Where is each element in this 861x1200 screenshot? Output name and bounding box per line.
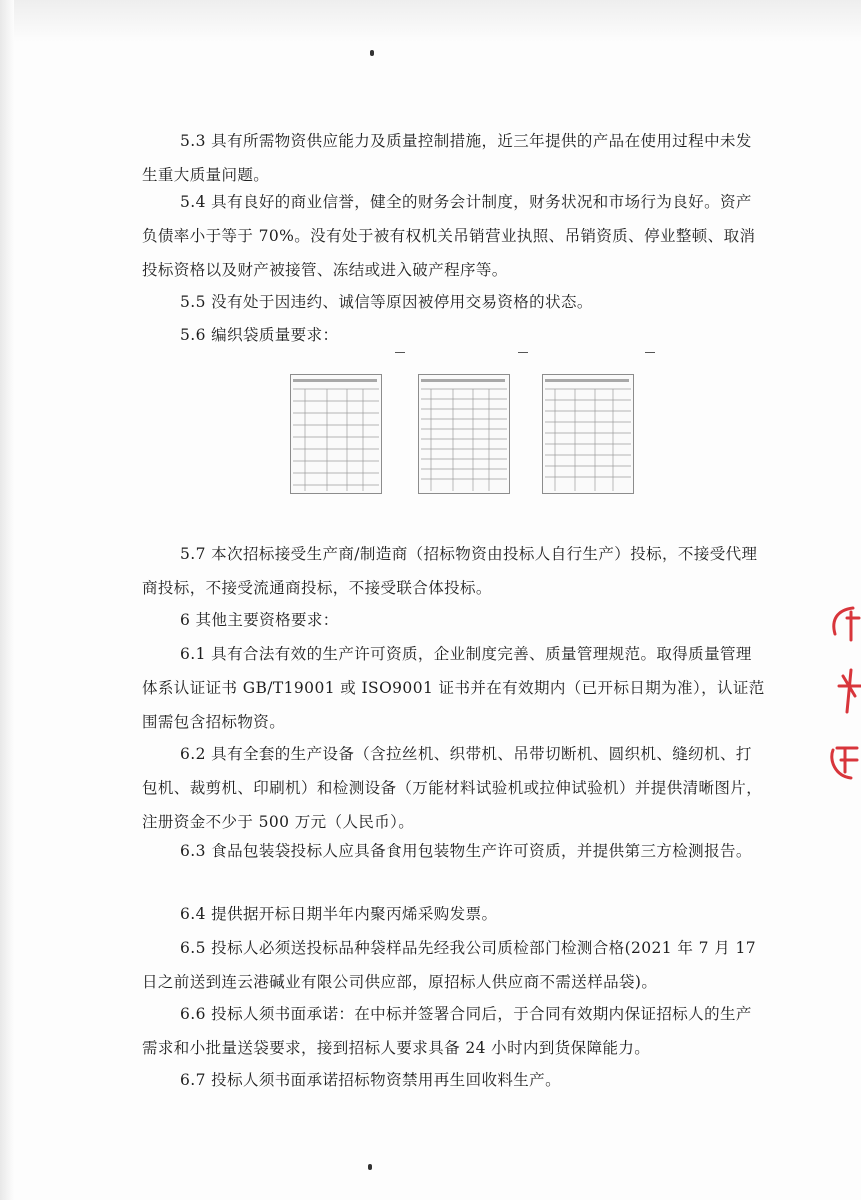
clause-6-7: 6.7 投标人须书面承诺招标物资禁用再生回收料生产。 xyxy=(180,1071,561,1089)
clause-6-1: 6.1 具有合法有效的生产许可资质，企业制度完善、质量管理规范。取得质量管理体系认证证书 GB/T19001 或 ISO9001 证书并在有效期内（已开标日期为准），认证范围需包含招标物资。 xyxy=(142,645,765,731)
thumb-dash xyxy=(518,352,528,353)
clause-6-6: 6.6 投标人须书面承诺：在中标并签署合同后，于合同有效期内保证招标人的生产需求和小批量送袋要求，接到招标人要求具备 24 小时内到货保障能力。 xyxy=(142,1005,752,1057)
seal-stamp-graphic xyxy=(817,600,861,800)
quality-table-image-2 xyxy=(418,374,510,494)
quality-table-image-1 xyxy=(290,374,382,494)
scan-shadow-left xyxy=(0,0,14,1200)
red-seal-stamp-partial xyxy=(817,600,861,800)
table-grid-graphic xyxy=(291,375,381,493)
clause-6-5: 6.5 投标人必须送投标品种袋样品先经我公司质检部门检测合格(2021 年 7 月 17 日之前送到连云港碱业有限公司供应部，原招标人供应商不需送样品袋)。 xyxy=(142,939,756,991)
table-grid-graphic xyxy=(419,375,509,493)
clause-6-3: 6.3 食品包装袋投标人应具备食用包装物生产许可资质，并提供第三方检测报告。 xyxy=(180,842,752,860)
clause-5-5: 5.5 没有处于因违约、诚信等原因被停用交易资格的状态。 xyxy=(180,293,593,311)
thumb-dash xyxy=(395,352,405,353)
quality-table-image-3 xyxy=(542,374,634,494)
clause-5-3: 5.3 具有所需物资供应能力及质量控制措施，近三年提供的产品在使用过程中未发生重大质量问题。 xyxy=(142,132,752,184)
clause-6-4: 6.4 提供据开标日期半年内聚丙烯采购发票。 xyxy=(180,905,498,923)
scan-speck-bottom xyxy=(368,1164,372,1170)
clause-5-4: 5.4 具有良好的商业信誉，健全的财务会计制度，财务状况和市场行为良好。资产负债率小于等于 70%。没有处于被有权机关吊销营业执照、吊销资质、停业整顿、取消投标资格以及财产被接管、冻结或进入破产程序等。 xyxy=(142,193,756,279)
scan-speck-top xyxy=(370,50,374,56)
thumb-dash xyxy=(645,352,655,353)
clause-5-7: 5.7 本次招标接受生产商/制造商（招标物资由投标人自行生产）投标，不接受代理商投标，不接受流通商投标，不接受联合体投标。 xyxy=(142,545,758,597)
table-grid-graphic xyxy=(543,375,633,493)
clause-6-2: 6.2 具有全套的生产设备（含拉丝机、织带机、吊带切断机、圆织机、缝纫机、打包机、裁剪机、印刷机）和检测设备（万能材料试验机或拉伸试验机）并提供清晰图片，注册资金不少于 500 万元（人民币）。 xyxy=(142,745,763,831)
clause-5-6: 5.6 编织袋质量要求： xyxy=(180,326,339,344)
scan-shadow-top xyxy=(0,0,861,42)
section-6-heading: 6 其他主要资格要求： xyxy=(180,611,339,629)
quality-table-thumbnails xyxy=(290,352,670,502)
